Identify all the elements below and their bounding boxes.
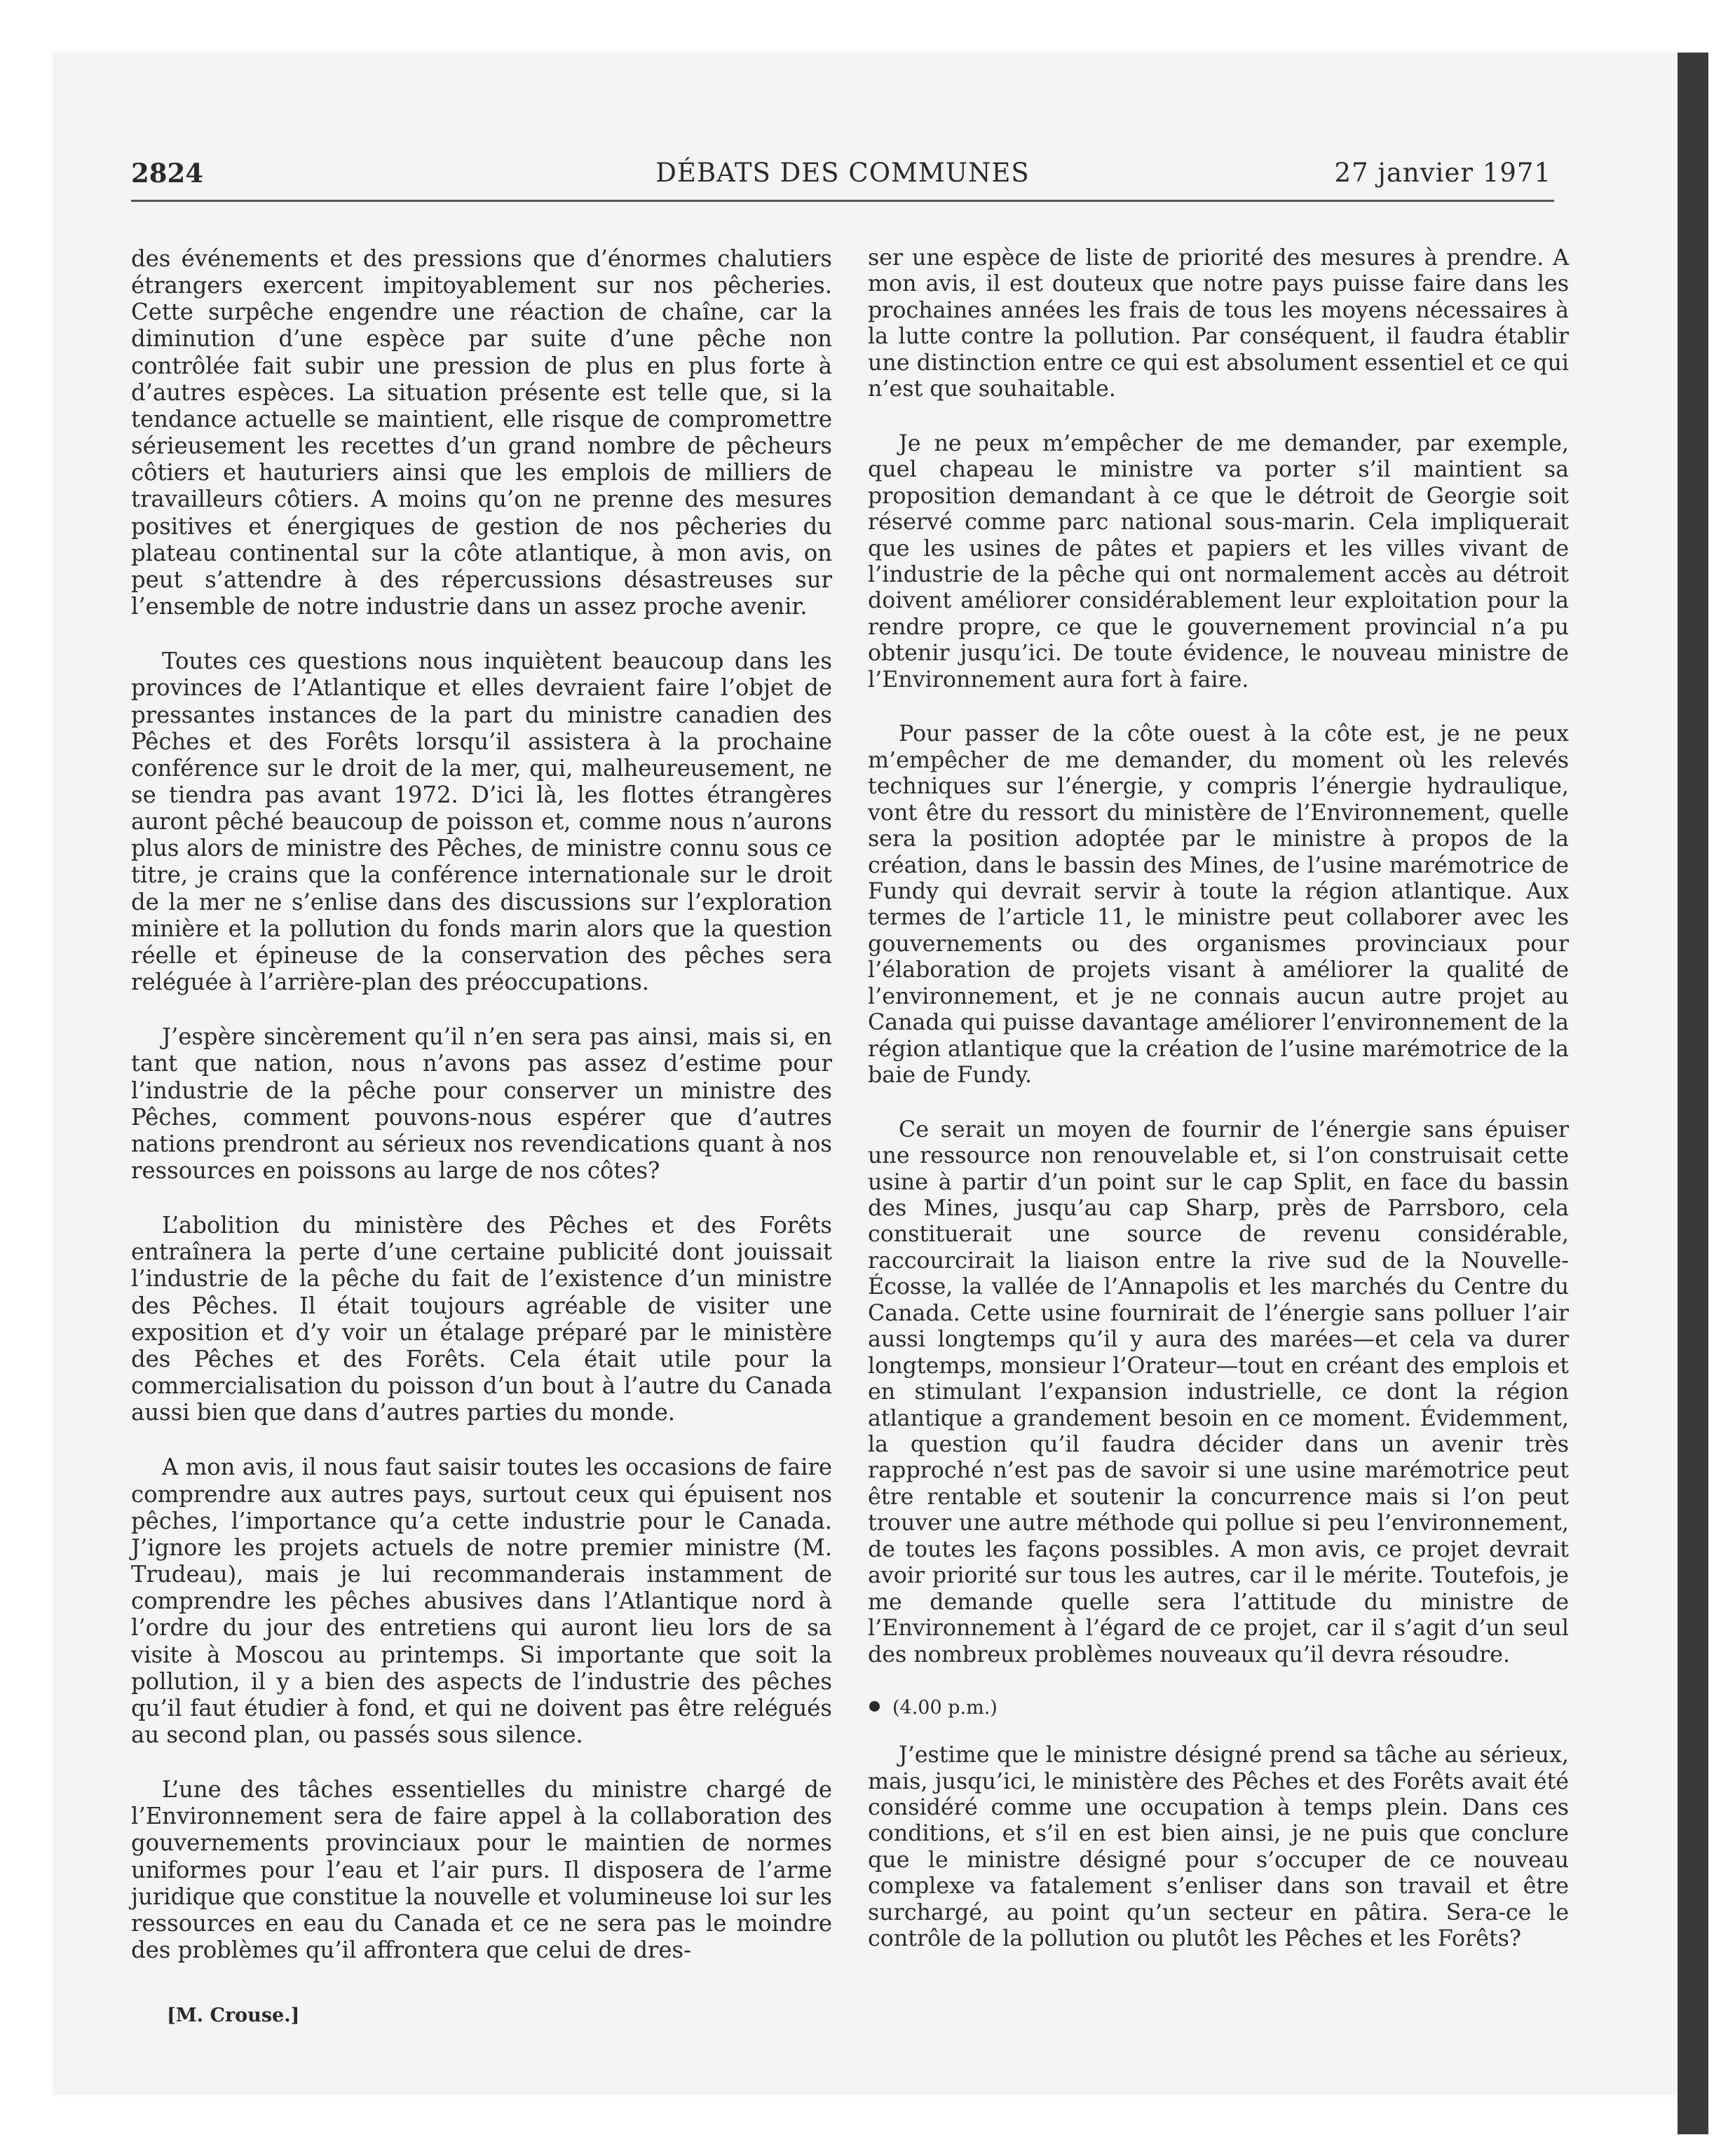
paragraph: J’estime que le ministre désigné prend sa tâche au sérieux, mais, jusqu’ici, le ministère des Pêches et des Forêts avait été considéré comme une occupation à temps plein. Dans ces conditions, et s’il en est bien ainsi, je ne puis que conclure que le ministre désigné pour s’occuper de ce nouveau complexe va fatalement s’enliser dans son travail et être surchargé, au point qu’un secteur en pâtira. Sera-ce le contrôle de la pollution ou plutôt les Pêches et les Forêts? bbox=[868, 1742, 1569, 1952]
page-date: 27 janvier 1971 bbox=[1334, 158, 1551, 188]
paragraph: ser une espèce de liste de priorité des mesures à prendre. A mon avis, il est douteux que notre pays puisse faire dans les prochaines années les frais de tous les moyens nécessaires à la lutte contre la pollution. Par conséquent, il faudra établir une distinction entre ce qui est absolument essentiel et ce qui n’est que souhaitable. bbox=[868, 245, 1569, 402]
left-column bbox=[131, 245, 832, 1963]
paragraph: Toutes ces questions nous inquiètent beaucoup dans les provinces de l’Atlantique et elles devraient faire l’objet de pressantes instances de la part du ministre canadien des Pêches et des Forêts lorsqu’il assistera à la prochaine conférence sur le droit de la mer, qui, malheureusement, ne se tiendra pas avant 1972. D’ici là, les flottes étrangères auront pêché beaucoup de poisson et, comme nous n’aurons plus alors de ministre des Pêches, de ministre connu sous ce titre, je crains que la conférence internationale sur le droit de la mer ne s’enlise dans des discussions sur l’exploration minière et la pollution du fonds marin alors que la question réelle et épineuse de la conservation des pêches sera reléguée à l’arrière-plan des préoccupations. bbox=[131, 648, 832, 996]
speaker-attribution: [M. Crouse.] bbox=[167, 2005, 300, 2026]
time-marker bbox=[868, 1696, 1569, 1720]
paragraph: Je ne peux m’empêcher de me demander, par exemple, quel chapeau le ministre va porter s’il maintient sa proposition demandant à ce que le détroit de Georgie soit réservé comme parc national sous-marin. Cela impliquerait que les usines de pâtes et papiers et les villes vivant de l’industrie de la pêche qui ont normalement accès au détroit doivent améliorer considérablement leur exploitation pour la rendre propre, ce que le gouvernement provincial n’a pu obtenir jusqu’ici. De toute évidence, le nouveau ministre de l’Environnement aura fort à faire. bbox=[868, 430, 1569, 692]
paragraph: L’abolition du ministère des Pêches et des Forêts entraînera la perte d’une certaine publicité dont jouissait l’industrie de la pêche du fait de l’existence d’un ministre des Pêches. Il était toujours agréable de visiter une exposition et d’y voir un étalage préparé par le ministère des Pêches et des Forêts. Cela était utile pour la commercialisation du poisson d’un bout à l’autre du Canada aussi bien que dans d’autres parties du monde. bbox=[131, 1212, 832, 1426]
scan-edge-shadow bbox=[1678, 53, 1708, 2134]
paragraph: des événements et des pressions que d’énormes chalutiers étrangers exercent impitoyablement sur nos pêcheries. Cette surpêche engendre une réaction de chaîne, car la diminution d’une espèce par suite d’une pêche non contrôlée fait subir une pression de plus en plus forte à d’autres espèces. La situation présente est telle que, si la tendance actuelle se maintient, elle risque de compromettre sérieusement les recettes d’un grand nombre de pêcheurs côtiers et hauturiers ainsi que les emplois de milliers de travailleurs côtiers. A moins qu’on ne prenne des mesures positives et énergiques de gestion de nos pêcheries du plateau continental sur la côte atlantique, à mon avis, on peut s’attendre à des répercussions désastreuses sur l’ensemble de notre industrie dans un assez proche avenir. bbox=[131, 245, 832, 620]
paragraph: Ce serait un moyen de fournir de l’énergie sans épuiser une ressource non renouvelable et, si l’on construisait cette usine à partir d’un point sur le cap Split, en face du bassin des Mines, jusqu’au cap Sharp, près de Parrsboro, cela constituerait une source de revenu considérable, raccourcirait la liaison entre la rive sud de la Nouvelle-Écosse, la vallée de l’Annapolis et les marchés du Centre du Canada. Cette usine fournirait de l’énergie sans polluer l’air aussi longtemps qu’il y aura des marées—et cela va durer longtemps, monsieur l’Orateur—tout en créant des emplois et en stimulant l’expansion industrielle, ce dont la région atlantique a grandement besoin en ce moment. Évidemment, la question qu’il faudra décider dans un avenir très rapproché n’est pas de savoir si une usine marémotrice peut être rentable et soutenir la concurrence mais si l’on peut trouver une autre méthode qui pollue si peu l’environnement, de toutes les façons possibles. A mon avis, ce projet devrait avoir priorité sur tous les autres, car il le mérite. Toutefois, je me demande quelle sera l’attitude du ministre de l’Environnement à l’égard de ce projet, car il s’agit d’un seul des nombreux problèmes nouveaux qu’il devra résoudre. bbox=[868, 1117, 1569, 1667]
page-header bbox=[131, 158, 1554, 202]
time-marker-text: (4.00 p.m.) bbox=[892, 1697, 998, 1719]
bullet-dot-icon bbox=[869, 1701, 880, 1712]
paragraph: A mon avis, il nous faut saisir toutes les occasions de faire comprendre aux autres pays, surtout ceux qui épuisent nos pêches, l’importance qu’a cette industrie pour le Canada. J’ignore les projets actuels de notre premier ministre (M. Trudeau), mais je lui recommanderais instamment de comprendre les pêches abusives dans l’Atlantique nord à l’ordre du jour des entretiens qui auront lieu lors de sa visite à Moscou au printemps. Si importante que soit la pollution, il y a bien des aspects de l’industrie des pêches qu’il faut étudier à fond, et qui ne doivent pas être relégués au second plan, ou passés sous silence. bbox=[131, 1454, 832, 1748]
publication-title: DÉBATS DES COMMUNES bbox=[655, 158, 1030, 188]
paragraph: J’espère sincèrement qu’il n’en sera pas ainsi, mais si, en tant que nation, nous n’avons pas assez d’estime pour l’industrie de la pêche pour conserver un ministre des Pêches, comment pouvons-nous espérer que d’autres nations prendront au sérieux nos revendications quant à nos ressources en poissons au large de nos côtes? bbox=[131, 1023, 832, 1184]
right-column bbox=[868, 245, 1569, 1953]
paragraph: L’une des tâches essentielles du ministre chargé de l’Environnement sera de faire appel à la collaboration des gouvernements provinciaux pour le maintien de normes uniformes pour l’eau et l’air purs. Il disposera de l’arme juridique que constitue la nouvelle et volumineuse loi sur les ressources en eau du Canada et ce ne sera pas le moindre des problèmes qu’il affrontera que celui de dres- bbox=[131, 1776, 832, 1964]
page-number: 2824 bbox=[131, 158, 203, 189]
paragraph: Pour passer de la côte ouest à la côte est, je ne peux m’empêcher de me demander, du moment où les relevés techniques sur l’énergie, y compris l’énergie hydraulique, vont être du ressort du ministère de l’Environnement, quelle sera la position adoptée par le ministre à propos de la création, dans le bassin des Mines, de l’usine marémotrice de Fundy qui devrait servir à toute la région atlantique. Aux termes de l’article 11, le ministre peut collaborer avec les gouvernements ou des organismes provinciaux pour l’élaboration de projets visant à améliorer la qualité de l’environnement, et je ne connais aucun autre projet au Canada qui puisse davantage améliorer l’environnement de la région atlantique que la création de l’usine marémotrice de la baie de Fundy. bbox=[868, 721, 1569, 1089]
